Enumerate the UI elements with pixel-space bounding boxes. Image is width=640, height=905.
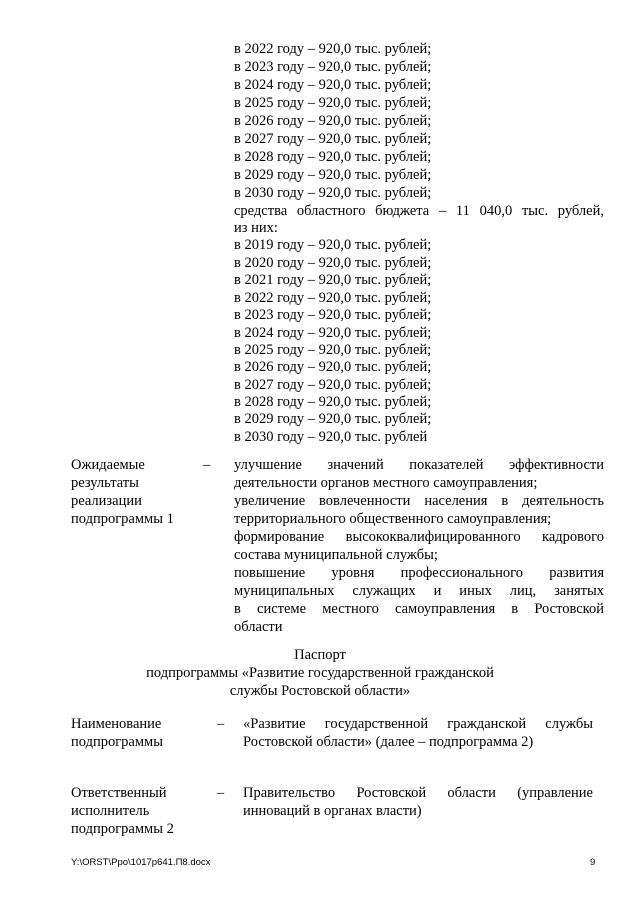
regional-budget-total: средства областного бюджета – 11 040,0 тыс. рублей, <box>234 203 604 219</box>
results-text-line: улучшение значений показателей эффективности <box>234 457 604 473</box>
executor-label-line: подпрограммы 2 <box>71 821 174 837</box>
name-label-line: Наименование <box>71 716 162 732</box>
results-text-line: повышение уровня профессионального развития <box>234 565 604 581</box>
funding-line: в 2021 году – 920,0 тыс. рублей; <box>234 272 432 288</box>
passport-title-line1: Паспорт <box>294 647 346 663</box>
results-text-line: в системе местного самоуправления в Ростовской <box>234 601 604 617</box>
funding-line: в 2026 году – 920,0 тыс. рублей; <box>234 113 432 129</box>
executor-dash: – <box>217 785 225 801</box>
funding-line: в 2023 году – 920,0 тыс. рублей; <box>234 307 432 323</box>
name-text-line: «Развитие государственной гражданской службы <box>243 716 593 732</box>
funding-line: в 2030 году – 920,0 тыс. рублей; <box>234 185 432 201</box>
regional-budget-sub: из них: <box>234 220 278 236</box>
funding-line: в 2030 году – 920,0 тыс. рублей <box>234 429 428 445</box>
funding-line: в 2023 году – 920,0 тыс. рублей; <box>234 59 432 75</box>
funding-line: в 2022 году – 920,0 тыс. рублей; <box>234 41 432 57</box>
results-text-line: формирование высококвалифицированного кадрового <box>234 529 604 545</box>
funding-line: в 2029 году – 920,0 тыс. рублей; <box>234 411 432 427</box>
results-text-line: деятельности органов местного самоуправления; <box>234 475 538 491</box>
funding-line: в 2027 году – 920,0 тыс. рублей; <box>234 131 432 147</box>
results-label-line: реализации <box>71 493 142 509</box>
executor-text-line: инноваций в органах власти) <box>243 803 422 819</box>
funding-line: в 2024 году – 920,0 тыс. рублей; <box>234 77 432 93</box>
page-number: 9 <box>590 857 596 868</box>
results-label-line: результаты <box>71 475 139 491</box>
funding-line: в 2026 году – 920,0 тыс. рублей; <box>234 359 432 375</box>
results-text-line: увеличение вовлеченности населения в деятельность <box>234 493 604 509</box>
funding-line: в 2025 году – 920,0 тыс. рублей; <box>234 95 432 111</box>
funding-line: в 2028 году – 920,0 тыс. рублей; <box>234 149 432 165</box>
funding-line: в 2022 году – 920,0 тыс. рублей; <box>234 290 432 306</box>
funding-line: в 2024 году – 920,0 тыс. рублей; <box>234 325 432 341</box>
results-text-line: территориального общественного самоуправления; <box>234 511 552 527</box>
results-text-line: муниципальных служащих и иных лиц, занятых <box>234 583 604 599</box>
funding-line: в 2019 году – 920,0 тыс. рублей; <box>234 237 432 253</box>
results-dash: – <box>203 457 211 473</box>
funding-line: в 2029 году – 920,0 тыс. рублей; <box>234 167 432 183</box>
footer-file-path: Y:\ORST\Ppo\1017p641.П8.docx <box>71 857 211 868</box>
name-text-line: Ростовской области» (далее – подпрограмма 2) <box>243 734 534 750</box>
passport-title-line3: службы Ростовской области» <box>229 683 411 699</box>
results-text-line: области <box>234 619 283 635</box>
funding-line: в 2025 году – 920,0 тыс. рублей; <box>234 342 432 358</box>
executor-text-line: Правительство Ростовской области (управление <box>243 785 593 801</box>
executor-label-line: исполнитель <box>71 803 150 819</box>
results-label-line: Ожидаемые <box>71 457 145 473</box>
passport-title-line2: подпрограммы «Развитие государственной гражданской <box>146 665 494 681</box>
funding-line: в 2027 году – 920,0 тыс. рублей; <box>234 377 432 393</box>
results-text-line: состава муниципальной службы; <box>234 547 438 563</box>
results-label-line: подпрограммы 1 <box>71 511 174 527</box>
name-dash: – <box>217 716 225 732</box>
executor-label-line: Ответственный <box>71 785 167 801</box>
name-label-line: подпрограммы <box>71 734 163 750</box>
funding-line: в 2028 году – 920,0 тыс. рублей; <box>234 394 432 410</box>
funding-line: в 2020 году – 920,0 тыс. рублей; <box>234 255 432 271</box>
